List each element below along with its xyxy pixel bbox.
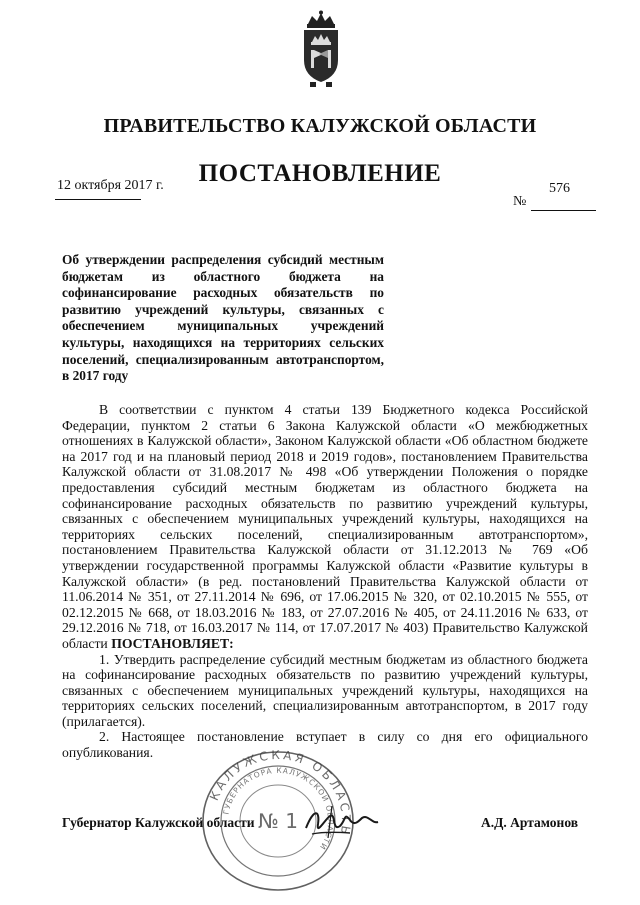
document-type: ПОСТАНОВЛЕНИЕ bbox=[198, 160, 442, 187]
document-subject: Об утверждении распределения субсидий местным бюджетам из областного бюджета на софинансирование расходных обязательств по развитию учреждений культуры, связанных с обеспечением муниципальных учреждений культуры, находящихся на территориях сельских поселений, специализированным автотранспортом, в 2017 году bbox=[62, 252, 384, 384]
number-sign: № bbox=[513, 194, 527, 209]
stamp-number: № 1 bbox=[258, 809, 298, 833]
item-1-paragraph: 1. Утвердить распределение субсидий местным бюджетам из областного бюджета на софинансирование расходных обязательств по развитию учреждений культуры, связанных с обеспечением муниципальных учреждений культуры, находящихся на территориях сельских поселений, специализированным автотранспортом, в 2017 году (прилагается). bbox=[62, 651, 588, 729]
handwritten-signature bbox=[302, 798, 382, 846]
document-date: 12 октября 2017 г. bbox=[57, 178, 164, 193]
preamble-paragraph bbox=[62, 402, 588, 652]
signatory-name: А.Д. Артамонов bbox=[481, 815, 579, 830]
coat-of-arms-icon bbox=[296, 10, 346, 88]
document-number: 576 bbox=[549, 181, 570, 196]
decree-word: ПОСТАНОВЛЯЕТ: bbox=[111, 635, 234, 651]
date-block bbox=[55, 178, 170, 200]
stamp-outer-text: КАЛУЖСКАЯ ОБЛАСТЬ bbox=[206, 750, 354, 839]
preamble-text: В соответствии с пунктом 4 статьи 139 Бюджетного кодекса Российской Федерации, пунктом 2 статьи 6 Закона Калужской области «О межбюджетных отношениях в Калужской области», Законом Калужской области «Об областном бюджете на 2017 год и на плановый период 2018 и 2019 годов», постановлением Правительства Калужской области от 31.08.2017 № 498 «Об утверждении Положения о порядке предоставления субсидий местным бюджетам из областного бюджета на софинансирование расходных обязательств по развитию учреждений культуры, связанных с обеспечением муниципальных учреждений культуры, находящихся на территориях сельских поселений, специализированным автотранспортом», постановлением Правительства Калужской области от 31.12.2013 № 769 «Об утверждении государственной программы Калужской области «Развитие культуры в Калужской области» (в ред. постановлений Правительства Калужской области от 11.06.2014 № 351, от 27.11.2014 № 696, от 17.06.2015 № 320, от 02.10.2015 № 555, от 02.12.2015 № 668, от 18.03.2016 № 183, от 27.07.2016 № 405, от 24.11.2016 № 633, от 29.12.2016 № 718, от 16.03.2017 № 114, от 17.07.2017 № 403) Правительство Калужской области bbox=[62, 402, 588, 651]
item-2-paragraph: 2. Настоящее постановление вступает в силу со дня его официального опубликования. bbox=[62, 729, 588, 761]
number-block bbox=[513, 183, 598, 213]
government-title: ПРАВИТЕЛЬСТВО КАЛУЖСКОЙ ОБЛАСТИ bbox=[103, 115, 537, 137]
document-body bbox=[62, 402, 588, 761]
signatory-position: Губернатор Калужской области bbox=[62, 815, 255, 830]
number-underline bbox=[531, 210, 596, 211]
stamp-inner-text: ГУБЕРНАТОРА КАЛУЖСКОЙ ОБЛАСТИ bbox=[221, 765, 336, 852]
date-underline bbox=[55, 199, 141, 200]
